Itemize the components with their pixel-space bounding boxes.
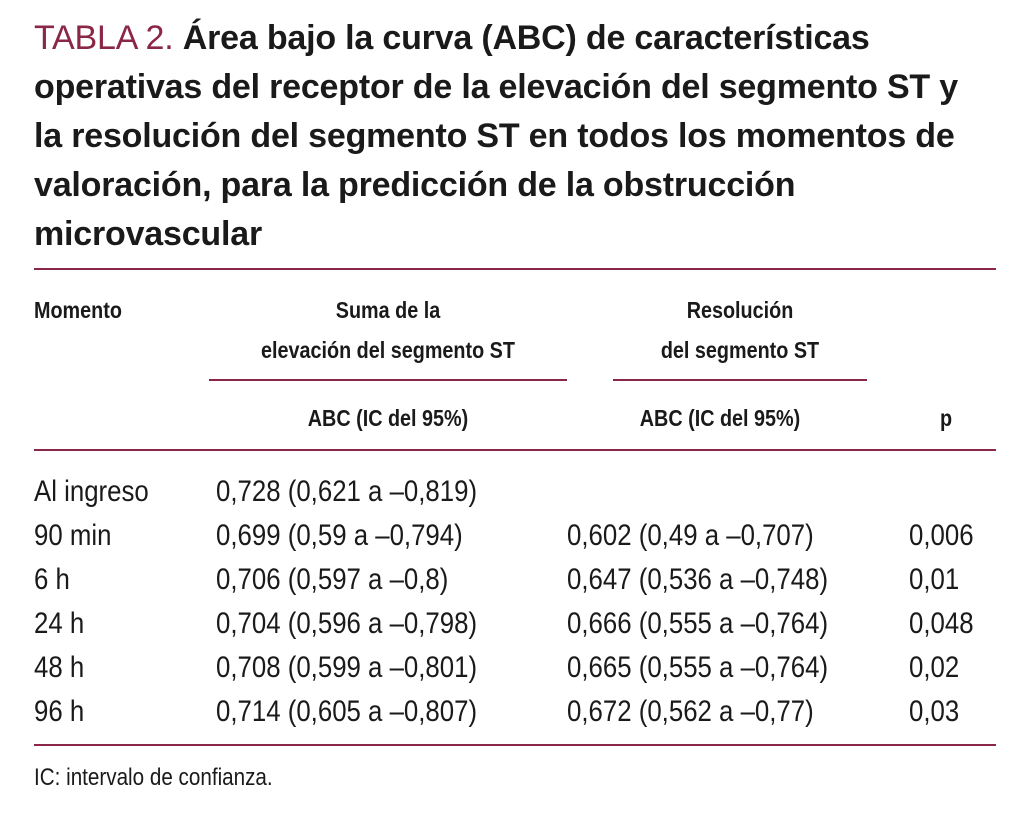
header-res-line2: del segmento ST: [660, 337, 820, 363]
header-res-rule: [613, 379, 867, 381]
header-res-line1: Resolución: [686, 297, 794, 323]
row-sum: 0,706 (0,597 a –0,8): [216, 563, 449, 596]
row-res: 0,602 (0,49 a –0,707): [567, 519, 814, 552]
row-sum: 0,708 (0,599 a –0,801): [216, 651, 478, 684]
header-sum-rule: [209, 379, 567, 381]
row-res: 0,666 (0,555 a –0,764): [567, 607, 829, 640]
header-sum-line1: Suma de la: [335, 297, 441, 323]
table-caption: [34, 14, 994, 259]
bottom-rule: [34, 744, 996, 746]
top-rule: [34, 268, 996, 270]
row-sum: 0,699 (0,59 a –0,794): [216, 519, 463, 552]
row-p: 0,03: [909, 695, 960, 728]
row-moment: Al ingreso: [34, 475, 149, 508]
header-abc-res: ABC (IC del 95%): [639, 405, 801, 431]
row-sum: 0,728 (0,621 a –0,819): [216, 475, 478, 508]
row-sum: 0,714 (0,605 a –0,807): [216, 695, 478, 728]
footnote: IC: intervalo de confianza.: [34, 764, 273, 791]
row-p: 0,006: [909, 519, 974, 552]
row-p: 0,02: [909, 651, 960, 684]
row-moment: 48 h: [34, 651, 85, 684]
row-res: 0,672 (0,562 a –0,77): [567, 695, 814, 728]
row-moment: 96 h: [34, 695, 85, 728]
row-res: 0,665 (0,555 a –0,764): [567, 651, 829, 684]
table-label: TABLA 2.: [34, 19, 174, 57]
row-p: 0,01: [909, 563, 960, 596]
header-abc-sum: ABC (IC del 95%): [307, 405, 469, 431]
row-sum: 0,704 (0,596 a –0,798): [216, 607, 478, 640]
row-moment: 90 min: [34, 519, 112, 552]
header-momento: Momento: [34, 297, 122, 323]
header-bottom-rule: [34, 449, 996, 451]
row-moment: 6 h: [34, 563, 70, 596]
header-sum-line2: elevación del segmento ST: [261, 337, 515, 363]
table-title: Área bajo la curva (ABC) de características operativas del receptor de la elevación del segmento ST y la resolución del segmento ST en todos los momentos de valoración, para la predicción de la obstrucción microvascular: [34, 19, 958, 253]
row-res: 0,647 (0,536 a –0,748): [567, 563, 829, 596]
row-moment: 24 h: [34, 607, 85, 640]
header-p: p: [940, 405, 953, 431]
row-p: 0,048: [909, 607, 974, 640]
